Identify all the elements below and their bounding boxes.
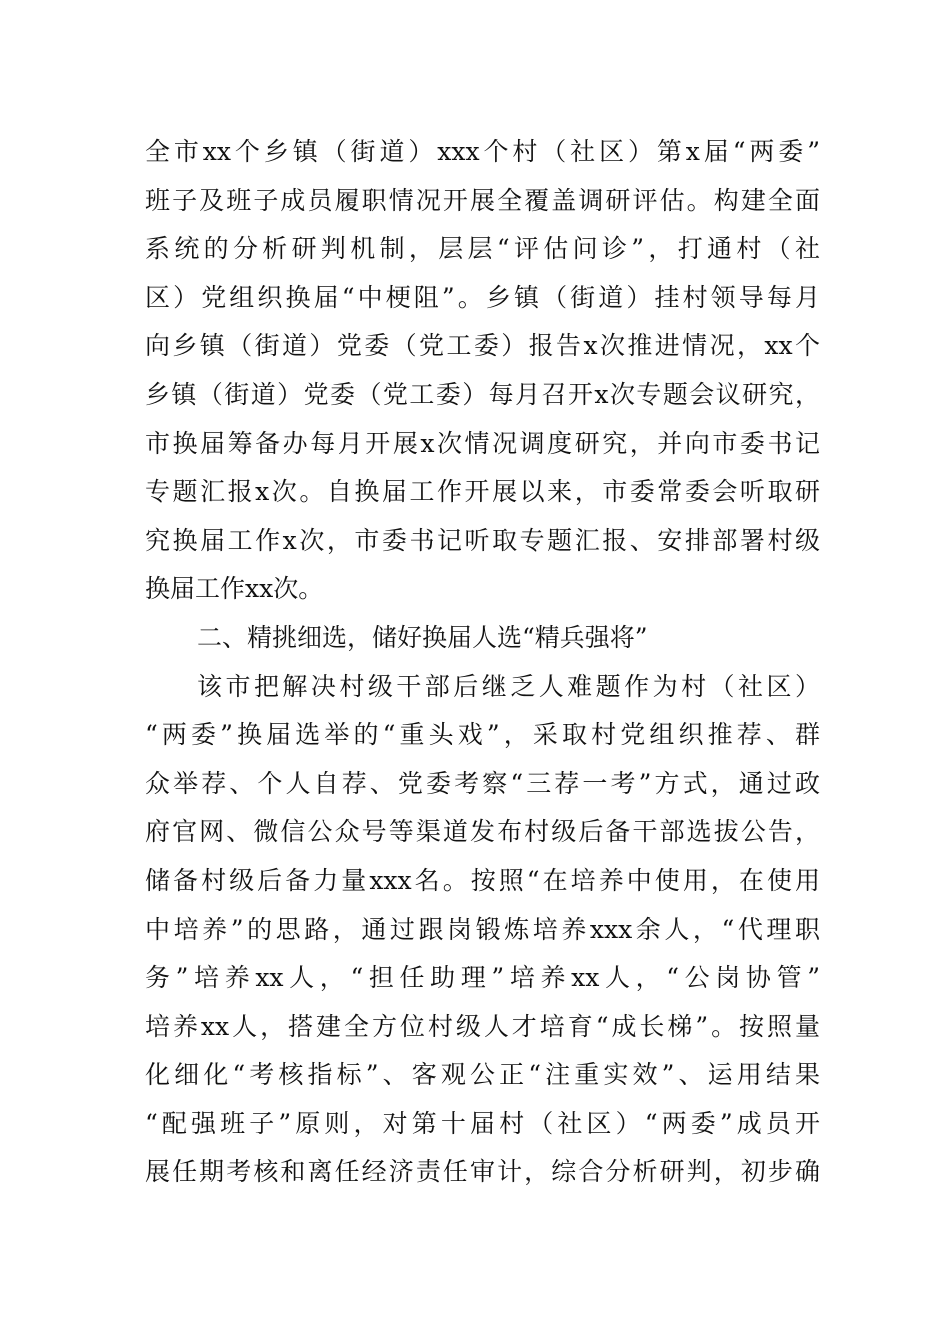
paragraph-line: 培养xx人，搭建全方位村级人才培育“成长梯”。按照量 — [145, 1011, 820, 1041]
paragraph-line: 专题汇报x次。自换届工作开展以来，市委常委会听取研 — [145, 477, 820, 507]
paragraph-line: “两委”换届选举的“重头戏”，采取村党组织推荐、群 — [145, 720, 820, 750]
section-heading: 二、精挑细选，储好换届人选“精兵强将” — [197, 622, 648, 652]
body-text — [145, 128, 820, 1197]
paragraph-line: 换届工作xx次。 — [145, 574, 324, 604]
paragraph-line: 区）党组织换届“中梗阻”。乡镇（街道）挂村领导每月 — [145, 282, 820, 312]
paragraph-line: 乡镇（街道）党委（党工委）每月召开x次专题会议研究， — [145, 379, 820, 409]
paragraph-line: 务”培养xx人，“担任助理”培养xx人，“公岗协管” — [145, 963, 820, 993]
paragraph-line: 班子及班子成员履职情况开展全覆盖调研评估。构建全面 — [145, 185, 820, 215]
paragraph-line: 府官网、微信公众号等渠道发布村级后备干部选拔公告， — [145, 817, 820, 847]
paragraph-line: 化细化“考核指标”、客观公正“注重实效”、运用结果 — [145, 1060, 820, 1090]
paragraph-line: 系统的分析研判机制，层层“评估问诊”，打通村（社 — [145, 234, 820, 264]
paragraph-line: 展任期考核和离任经济责任审计，综合分析研判，初步确 — [145, 1157, 820, 1187]
paragraph-line: 该市把解决村级干部后继乏人难题作为村（社区） — [197, 671, 820, 701]
paragraph-line: 向乡镇（街道）党委（党工委）报告x次推进情况，xx个 — [145, 331, 820, 361]
paragraph-line: 全市xx个乡镇（街道）xxx个村（社区）第x届“两委” — [145, 137, 820, 166]
paragraph-line: 究换届工作x次，市委书记听取专题汇报、安排部署村级 — [145, 525, 820, 555]
paragraph-line: 市换届筹备办每月开展x次情况调度研究，并向市委书记 — [145, 428, 820, 458]
paragraph-line: 中培养”的思路，通过跟岗锻炼培养xxx余人，“代理职 — [145, 914, 820, 944]
paragraph-line: 众举荐、个人自荐、党委考察“三荐一考”方式，通过政 — [145, 768, 820, 798]
paragraph-line: 储备村级后备力量xxx名。按照“在培养中使用，在使用 — [145, 865, 820, 895]
paragraph-line: “配强班子”原则，对第十届村（社区）“两委”成员开 — [145, 1108, 820, 1138]
